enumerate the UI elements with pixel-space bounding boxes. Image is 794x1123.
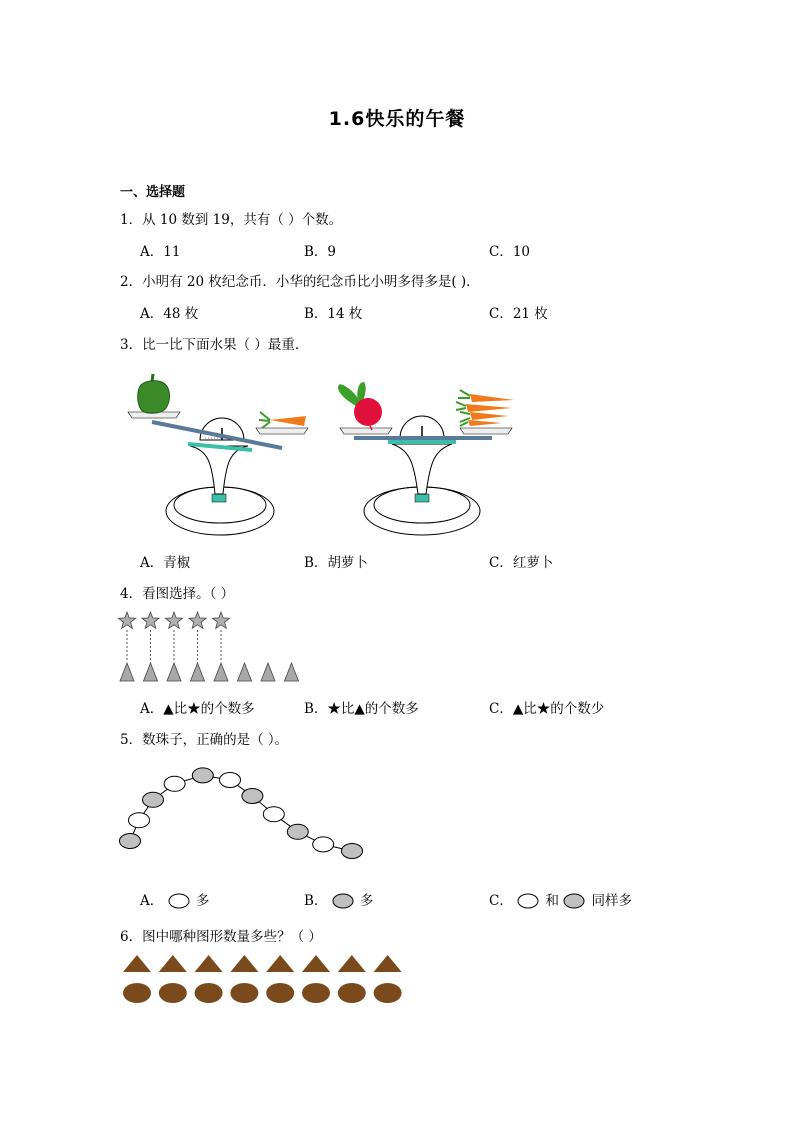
- triangle-icon: [261, 663, 275, 681]
- gray-bead: [143, 792, 164, 807]
- question-3-option-c[interactable]: C．红萝卜: [489, 555, 554, 571]
- question-6-stem: 6．图中哪种图形数量多些？（ ）: [120, 929, 322, 945]
- option-a-text: 多: [195, 893, 210, 909]
- question-1-option-c[interactable]: C．10: [489, 244, 531, 260]
- section-heading: 一、选择题: [120, 185, 186, 200]
- option-c-and: 和: [545, 893, 559, 909]
- beads-figure: [116, 762, 376, 862]
- question-3-option-a[interactable]: A．青椒: [140, 555, 191, 571]
- gray-bead: [120, 834, 141, 849]
- question-5-option-c[interactable]: [489, 889, 632, 910]
- white-bead: [263, 807, 284, 822]
- balance-scales-figure: [120, 368, 540, 538]
- page-title: 1.6快乐的午餐: [328, 108, 466, 130]
- question-5-option-a[interactable]: [140, 889, 209, 910]
- brown-triangle: [123, 955, 151, 972]
- triangle-icon: [191, 663, 205, 681]
- star-icon: [165, 612, 182, 628]
- question-4-stem: 4．看图选择。（ ）: [120, 586, 235, 602]
- question-1-option-b[interactable]: B．9: [304, 244, 337, 260]
- brown-ellipse: [195, 983, 223, 1003]
- triangle-icon: [144, 663, 158, 681]
- triangles-ellipses-figure: [120, 952, 410, 1010]
- brown-ellipse: [266, 983, 294, 1003]
- question-1-stem: 1．从 10 数到 19，共有（ ）个数。: [120, 212, 343, 228]
- option-c-text: 同样多: [591, 893, 633, 909]
- brown-triangle: [302, 955, 330, 972]
- triangle-icon: [167, 663, 181, 681]
- brown-triangle: [266, 955, 294, 972]
- brown-ellipse: [374, 983, 402, 1003]
- white-bead: [313, 837, 334, 852]
- question-5-option-b[interactable]: [304, 889, 374, 910]
- triangle-icon: [285, 663, 299, 681]
- gray-bead-icon: [563, 893, 587, 909]
- brown-ellipse: [230, 983, 258, 1003]
- question-5-stem: 5．数珠子，正确的是（ ）。: [120, 732, 289, 748]
- triangle-icon: [120, 663, 134, 681]
- gray-bead: [242, 789, 263, 804]
- brown-ellipse: [338, 983, 366, 1003]
- star-icon: [189, 612, 206, 628]
- option-c-label: C．: [489, 893, 513, 909]
- question-4-option-c[interactable]: C．▲比★的个数少: [489, 701, 605, 717]
- star-icon: [212, 612, 229, 628]
- brown-ellipse: [159, 983, 187, 1003]
- right-scale: [338, 382, 514, 535]
- question-4-option-a[interactable]: A．▲比★的个数多: [140, 701, 255, 717]
- white-bead-icon: [168, 893, 192, 909]
- brown-triangle: [338, 955, 366, 972]
- white-bead: [164, 776, 185, 791]
- option-a-label: A．: [140, 893, 164, 909]
- triangle-icon: [214, 663, 228, 681]
- question-4-option-b[interactable]: B．★比▲的个数多: [304, 701, 419, 717]
- white-bead: [220, 773, 241, 788]
- brown-triangle: [230, 955, 258, 972]
- stars-triangles-figure: [116, 610, 316, 686]
- brown-triangle: [374, 955, 402, 972]
- question-2-stem: 2．小明有 20 枚纪念币．小华的纪念币比小明多得多是( )．: [120, 274, 480, 290]
- triangle-icon: [238, 663, 252, 681]
- option-b-label: B．: [304, 893, 328, 909]
- brown-ellipse: [302, 983, 330, 1003]
- gray-bead: [192, 768, 213, 783]
- question-3-option-b[interactable]: B．胡萝卜: [304, 555, 368, 571]
- white-bead: [129, 813, 150, 828]
- question-2-option-b[interactable]: B．14 枚: [304, 306, 363, 322]
- star-icon: [118, 612, 135, 628]
- gray-bead-icon: [332, 893, 356, 909]
- brown-triangle: [159, 955, 187, 972]
- white-bead-icon: [517, 893, 541, 909]
- question-1-option-a[interactable]: A．11: [140, 244, 181, 260]
- option-b-text: 多: [360, 893, 374, 909]
- gray-bead: [342, 844, 363, 859]
- brown-ellipse: [123, 983, 151, 1003]
- question-2-option-c[interactable]: C．21 枚: [489, 306, 548, 322]
- question-3-stem: 3．比一比下面水果（ ）最重．: [120, 337, 309, 353]
- gray-bead: [287, 824, 308, 839]
- left-scale: [128, 374, 308, 535]
- star-icon: [142, 612, 159, 628]
- brown-triangle: [195, 955, 223, 972]
- question-2-option-a[interactable]: A．48 枚: [140, 306, 199, 322]
